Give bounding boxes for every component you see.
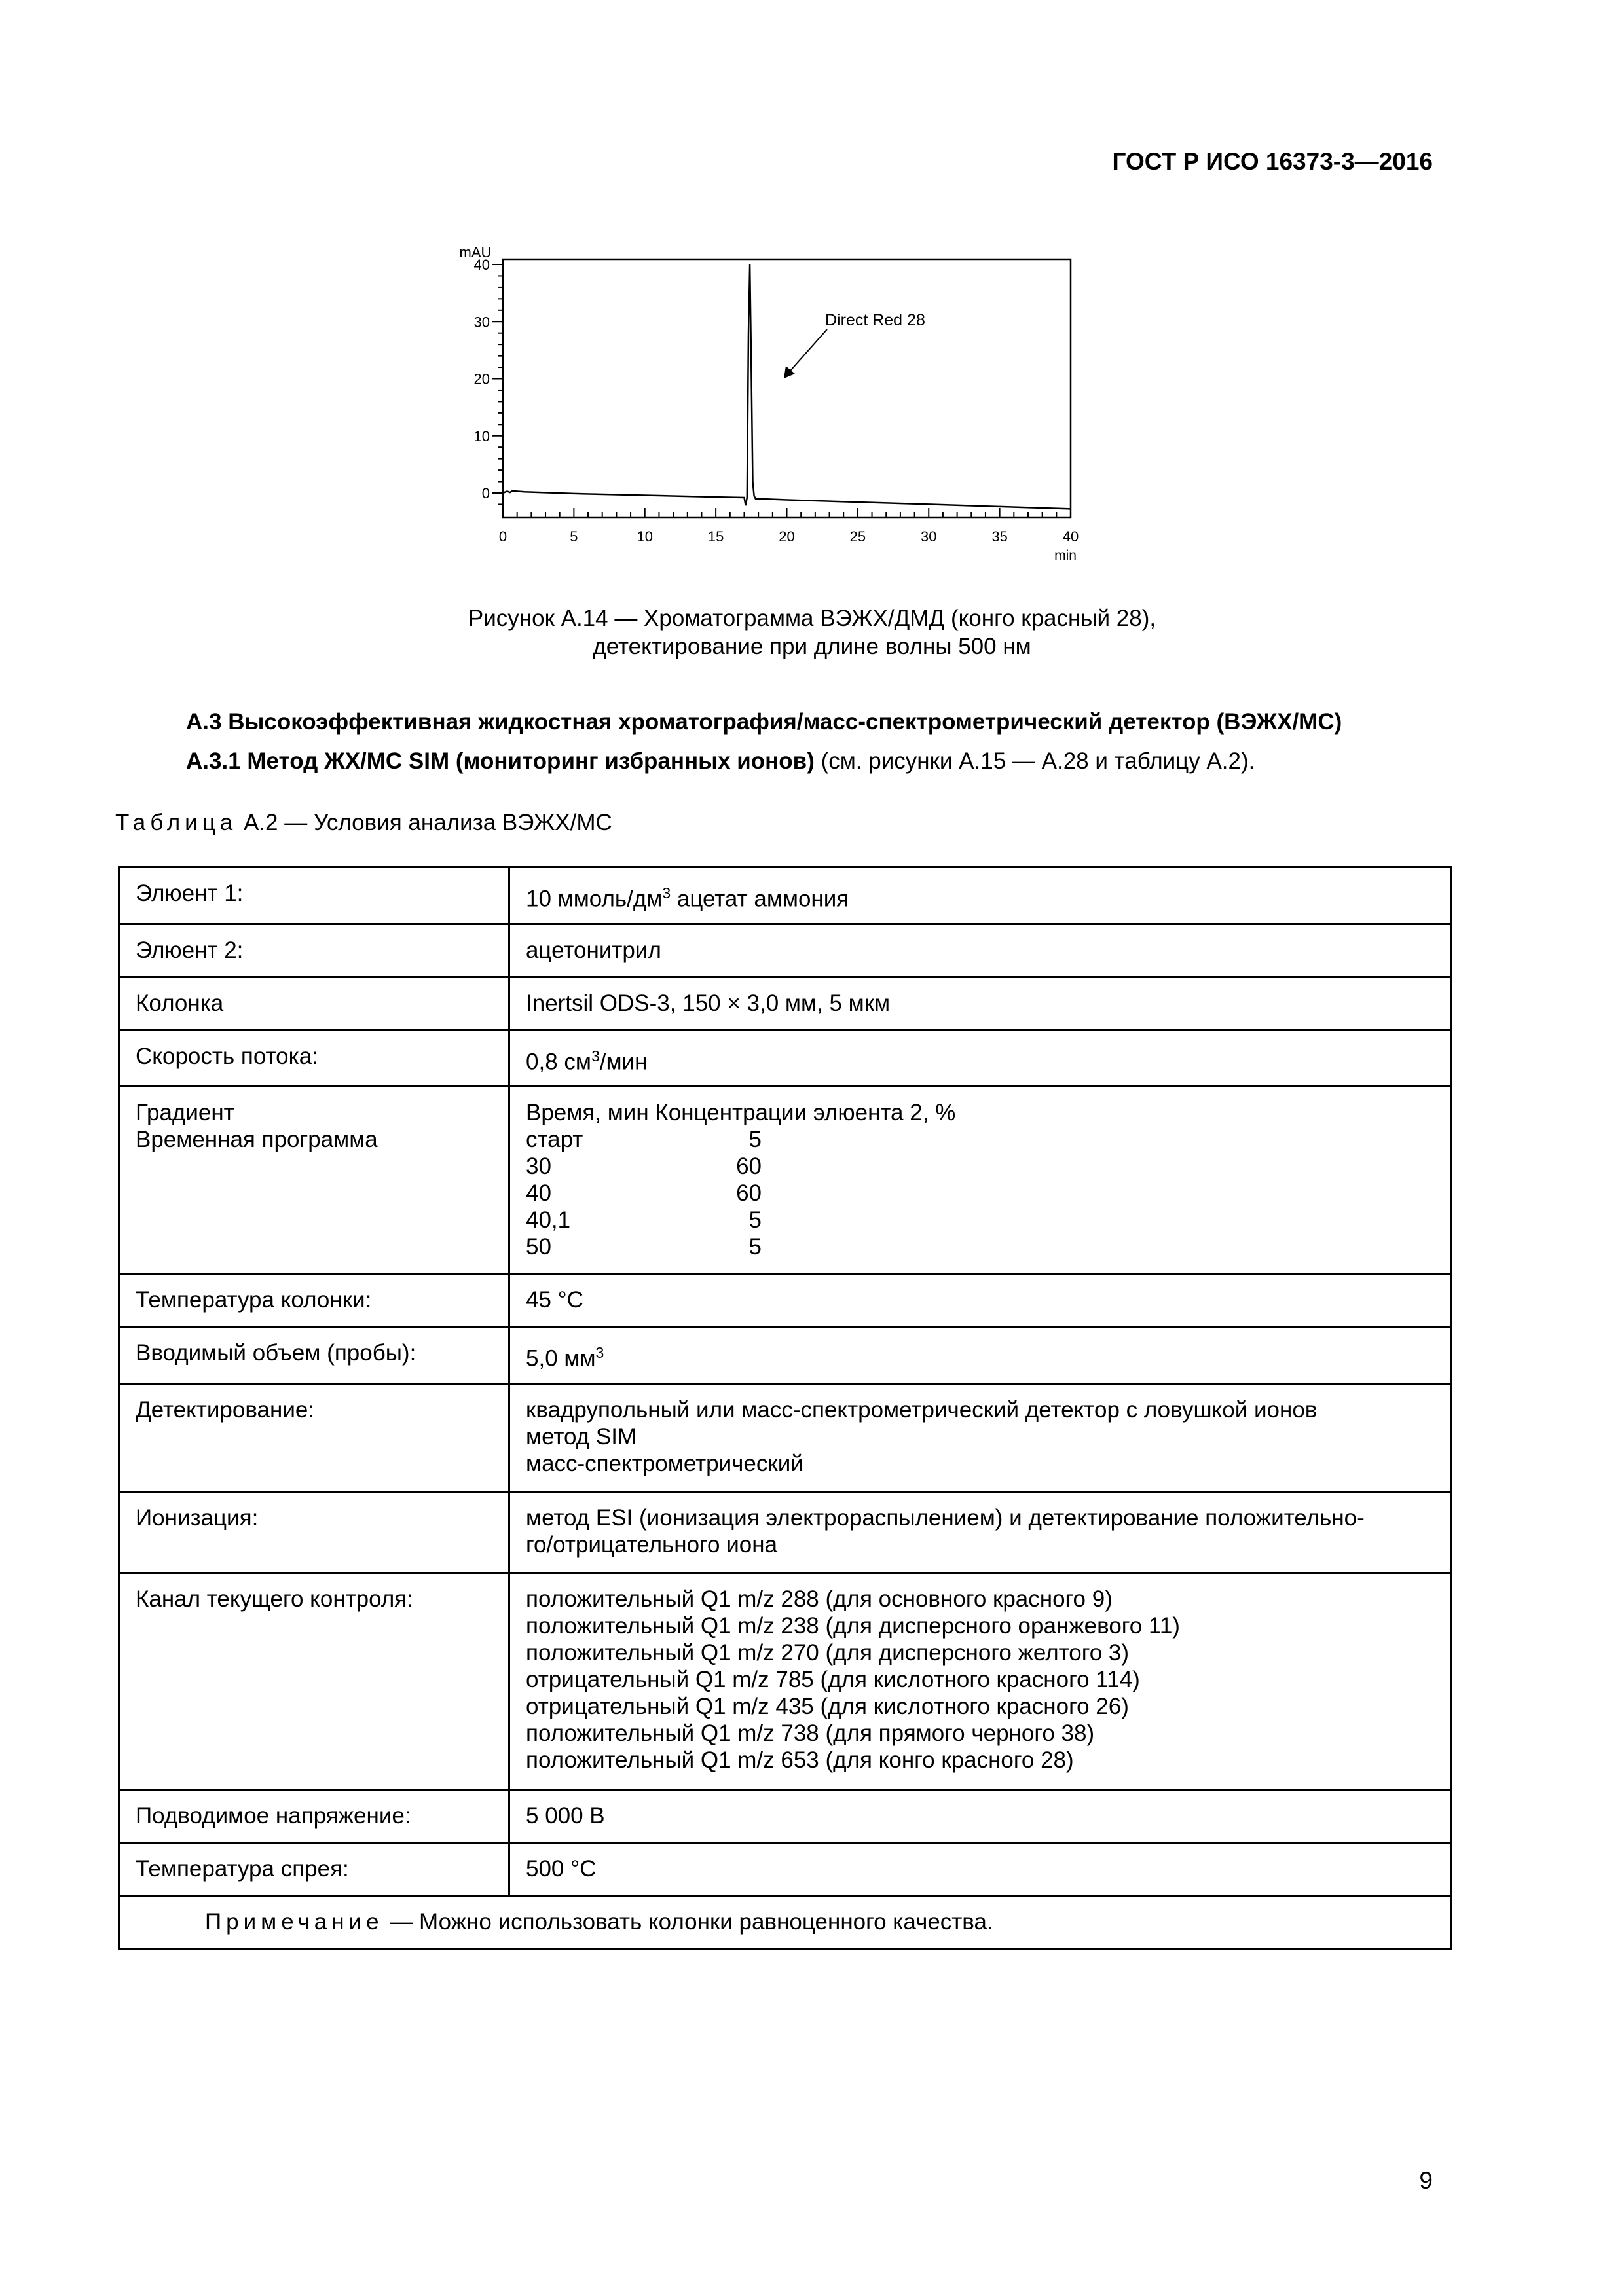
injection-label: Вводимый объем (пробы): [119,1327,509,1384]
x-tick-label: 30 [921,528,937,545]
spray-temp-label: Температура спрея: [119,1842,509,1895]
table-row [119,1274,1452,1327]
chromatogram-chart [458,226,1100,573]
table-row [119,867,1452,924]
gradient-label-line2: Временная программа [136,1127,378,1153]
y-axis-label: mAU [459,244,492,261]
table-row [119,977,1452,1030]
gradient-step: 50 5 [526,1234,762,1260]
voltage-value: 5 000 В [509,1789,1452,1842]
gradient-header: Время, мин Концентрации элюента 2, % [526,1100,956,1126]
x-tick-label: 10 [637,528,653,545]
voltage-label: Подводимое напряжение: [119,1789,509,1842]
eluent2-value: ацетонитрил [509,924,1452,977]
y-tick-label: 40 [473,257,490,273]
y-tick-label: 0 [481,485,490,501]
table-row [119,1030,1452,1087]
table-row [119,1383,1452,1491]
plot-frame [503,259,1071,517]
ionization-label: Ионизация: [119,1491,509,1573]
channel-value: положительный Q1 m/z 288 (для основного красного 9) положительный Q1 m/z 238 (для дисперсного оранжевого 11) положительный Q1 m/z 270 (для дисперсного желтого 3) отрицательный Q1 m/z 785 (для кислотного красного 114) отрицательный Q1 m/z 435 (для кислотного красного 26) положительный Q1 m/z 738 (для прямого черного 38) положительный Q1 m/z 653 (для конго красного 28) [509,1573,1452,1789]
eluent1-label: Элюент 1: [119,867,509,924]
table-title: Таблица А.2 — Условия анализа ВЭЖХ/МС [115,810,612,835]
x-tick-label: 0 [498,528,507,545]
document-id: ГОСТ Р ИСО 16373-3—2016 [1112,148,1433,175]
page-number: 9 [1419,2167,1433,2194]
figure-caption-line2: детектирование при длине волны 500 нм [593,634,1031,659]
y-tick-label: 20 [473,371,490,388]
x-tick-label: 20 [779,528,795,545]
table-row [119,1491,1452,1573]
x-tick-label: 40 [1062,528,1079,545]
injection-value: 5,0 $мм^3$ [509,1327,1452,1384]
y-tick-label: 30 [473,314,490,331]
detection-label: Детектирование: [119,1383,509,1491]
x-tick-label: 5 [570,528,578,545]
x-axis-label: min [1054,548,1077,563]
ionization-value: метод ESI (ионизация электрораспылением) и детектирование положительно- го/отрицательного иона [509,1491,1452,1573]
section-a3-title: А.3 Высокоэффективная жидкостная хроматография/масс-спектрометрический детектор (ВЭЖХ/МС) [186,709,1342,735]
table-row [119,1842,1452,1895]
figure-caption-line1: Рисунок А.14 — Хроматограмма ВЭЖХ/ДМД (конго красный 28), [468,606,1156,631]
eluent2-label: Элюент 2: [119,924,509,977]
eluent1-value: 10 ммоль/$дм^3$ ацетат аммония [509,867,1452,924]
y-tick-label: 10 [473,428,490,445]
coltemp-label: Температура колонки: [119,1274,509,1327]
gradient-label [119,1087,509,1274]
table-note: Примечание — Можно использовать колонки равноценного качества. [119,1895,1452,1948]
gradient-label-line1: Градиент [136,1100,234,1126]
analysis-conditions-table [118,866,1452,1950]
x-tick-label: 15 [707,528,724,545]
section-a31-paragraph: А.3.1 Метод ЖХ/МС SIM (мониторинг избранных ионов) (см. рисунки А.15 — А.28 и таблицу А.2). [186,748,1255,774]
channel-label: Канал текущего контроля: [119,1573,509,1789]
gradient-step: 30 60 [526,1154,762,1180]
annotation-arrow-line [786,329,827,376]
table-row [119,1573,1452,1789]
column-value: Inertsil ODS-3, 150 × 3,0 мм, 5 мкм [509,977,1452,1030]
spray-temp-value: 500 °С [509,1842,1452,1895]
table-row [119,1895,1452,1948]
table-row [119,1789,1452,1842]
gradient-value [509,1087,1452,1274]
chromatogram-trace [503,264,1071,509]
column-label: Колонка [119,977,509,1030]
gradient-step: старт 5 [526,1127,762,1153]
table-row [119,1327,1452,1384]
gradient-step: 40,1 5 [526,1207,762,1233]
x-tick-label: 25 [849,528,866,545]
gradient-step: 40 60 [526,1180,762,1207]
flow-label: Скорость потока: [119,1030,509,1087]
flow-value: 0,8 $см^3$/мин [509,1030,1452,1087]
table-row [119,924,1452,977]
peak-annotation-label: Direct Red 28 [825,311,925,329]
detection-value: квадрупольный или масс-спектрометрический детектор с ловушкой ионов метод SIM масс-спектрометрический [509,1383,1452,1491]
table-row [119,1087,1452,1274]
coltemp-value: 45 °С [509,1274,1452,1327]
x-tick-label: 35 [991,528,1008,545]
